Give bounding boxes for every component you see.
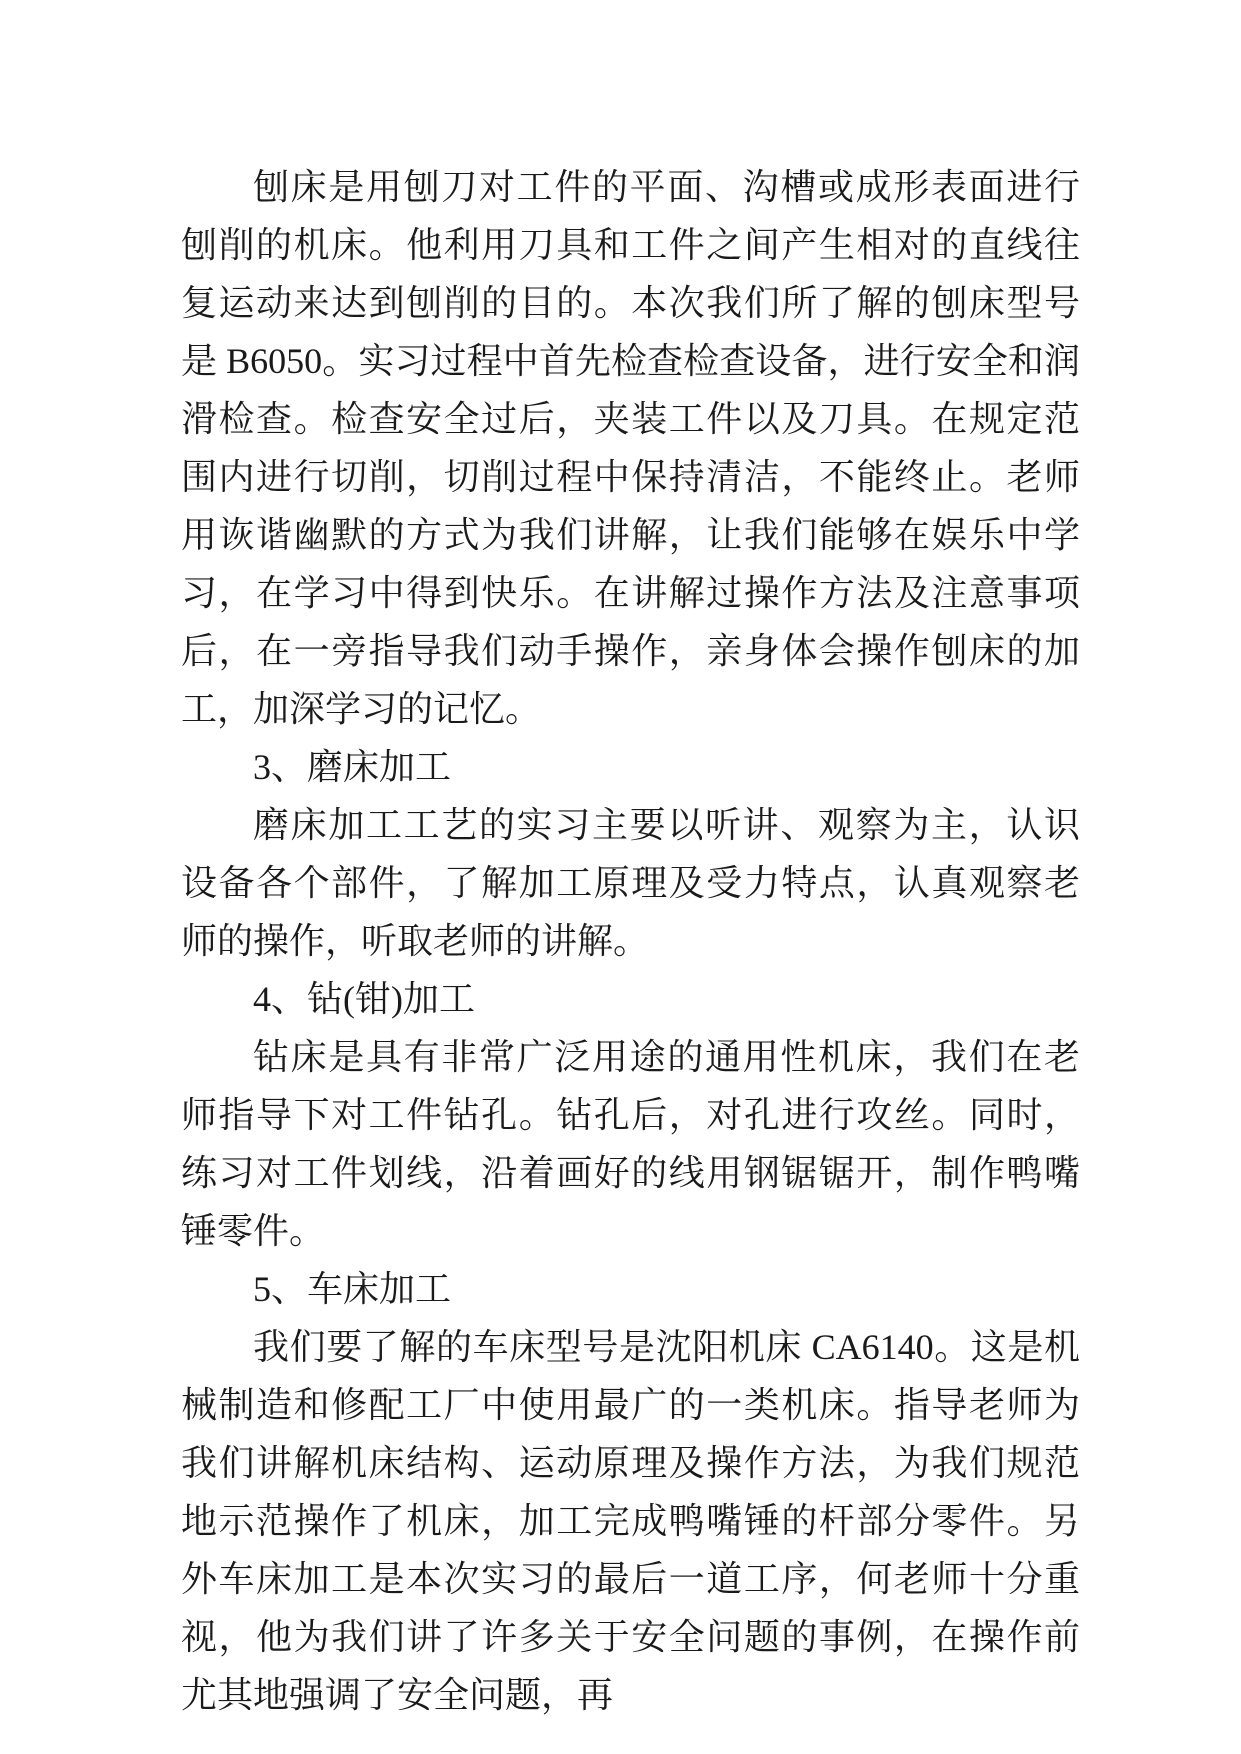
paragraph: 我们要了解的车床型号是沈阳机床 CA6140。这是机械制造和修配工厂中使用最广的一类机床。指导老师为我们讲解机床结构、运动原理及操作方法，为我们规范地示范操作了机床，加工完成鸭嘴锤的杆部分零件。另外车床加工是本次实习的最后一道工序，何老师十分重视，他为我们讲了许多关于安全问题的事例，在操作前尤其地强调了安全问题，再: [181, 1327, 1080, 1715]
paragraph: 磨床加工工艺的实习主要以听讲、观察为主，认识设备各个部件，了解加工原理及受力特点，认真观察老师的操作，听取老师的讲解。: [181, 805, 1080, 961]
document-content: [181, 158, 1080, 1724]
section-heading: 3、磨床加工: [253, 747, 452, 787]
paragraph: 刨床是用刨刀对工件的平面、沟槽或成形表面进行刨削的机床。他利用刀具和工件之间产生相对的直线往复运动来达到刨削的目的。本次我们所了解的刨床型号是 B6050。实习过程中首先检查检查设备，进行安全和润滑检查。检查安全过后，夹装工件以及刀具。在规定范围内进行切削，切削过程中保持清洁，不能终止。老师用诙谐幽默的方式为我们讲解，让我们能够在娱乐中学习，在学习中得到快乐。在讲解过操作方法及注意事项后，在一旁指导我们动手操作，亲身体会操作刨床的加工，加深学习的记忆。: [181, 167, 1080, 729]
paragraph: 钻床是具有非常广泛用途的通用性机床，我们在老师指导下对工件钻孔。钻孔后，对孔进行攻丝。同时，练习对工件划线，沿着画好的线用钢锯锯开，制作鸭嘴锤零件。: [181, 1037, 1080, 1251]
section-heading: 4、钻(钳)加工: [253, 979, 475, 1019]
section-heading: 5、车床加工: [253, 1269, 452, 1309]
